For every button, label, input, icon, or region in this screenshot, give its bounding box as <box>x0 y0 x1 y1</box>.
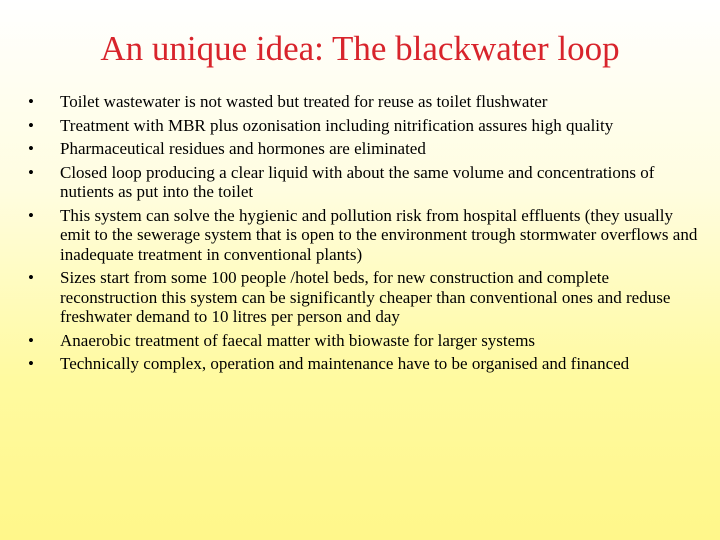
bullet-icon: • <box>28 354 34 373</box>
list-item <box>26 116 698 136</box>
list-item <box>26 206 698 265</box>
bullet-text: Toilet wastewater is not wasted but treated for reuse as toilet flushwater <box>60 92 548 111</box>
bullet-text: Anaerobic treatment of faecal matter with biowaste for larger systems <box>60 330 536 350</box>
bullet-text: Pharmaceutical residues and hormones are eliminated <box>60 139 426 158</box>
list-item <box>26 354 698 374</box>
bullet-icon: • <box>28 162 34 182</box>
bullet-icon: • <box>28 92 34 111</box>
bullet-list <box>26 92 698 378</box>
list-item <box>26 268 698 327</box>
bullet-text: This system can solve the hygienic and pollution risk from hospital effluents (they usually emit to the sewerage system that is open to the environment trough stormwater overflows and inadequate treatment in conventional plants) <box>60 205 698 264</box>
slide-title: An unique idea: The blackwater loop <box>100 29 620 68</box>
list-item <box>26 92 698 112</box>
bullet-icon: • <box>28 115 34 135</box>
bullet-icon: • <box>28 205 34 225</box>
bullet-icon: • <box>28 330 34 350</box>
bullet-text: Closed loop producing a clear liquid with about the same volume and concentrations of nutients as put into the toilet <box>60 162 655 201</box>
bullet-text: Sizes start from some 100 people /hotel beds, for new construction and complete reconstruction this system can be significantly cheaper than conventional ones and reduse freshwater demand to 10 litres per person and day <box>60 268 671 326</box>
bullet-icon: • <box>28 139 34 158</box>
list-item <box>26 163 698 202</box>
bullet-icon: • <box>28 268 34 287</box>
list-item <box>26 139 698 159</box>
list-item <box>26 331 698 351</box>
bullet-text: Technically complex, operation and maintenance have to be organised and financed <box>60 354 630 373</box>
bullet-text: Treatment with MBR plus ozonisation including nitrification assures high quality <box>60 115 614 135</box>
